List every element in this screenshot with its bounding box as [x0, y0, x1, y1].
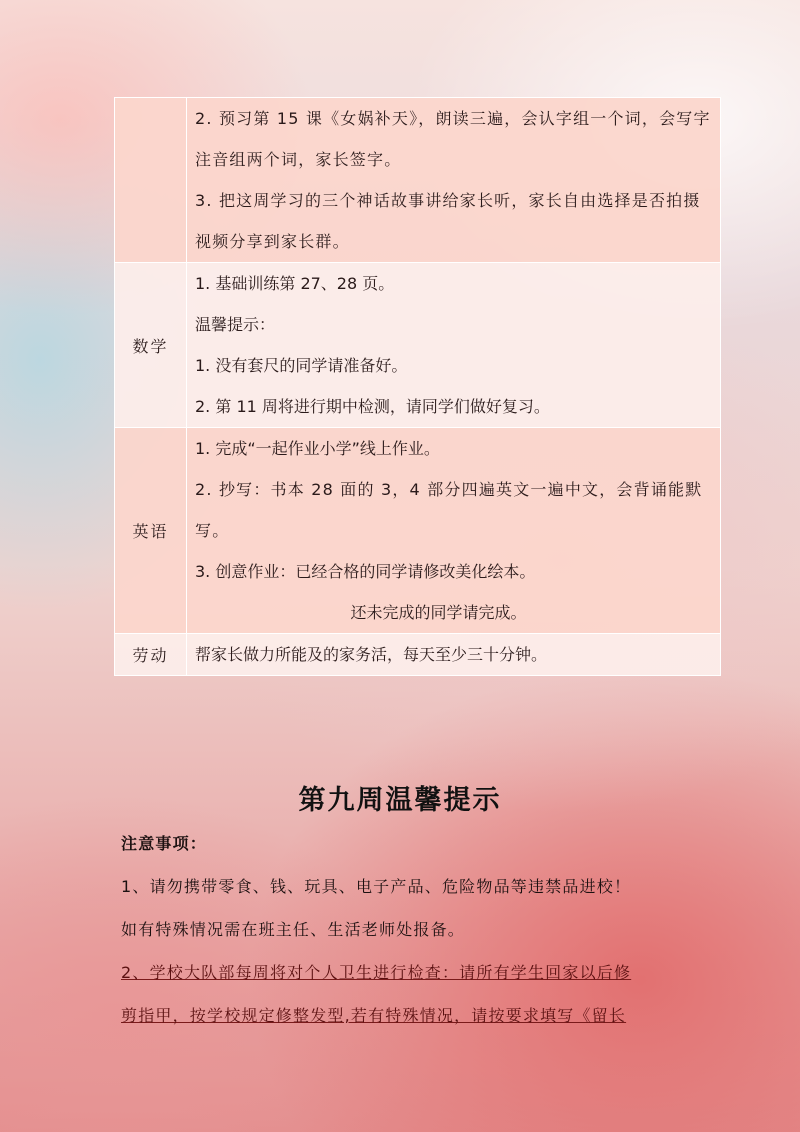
content-cell [187, 634, 721, 676]
content-cell [187, 98, 721, 263]
table-row-math [115, 263, 721, 428]
notice-item: 2、学校大队部每周将对个人卫生进行检查：请所有学生回家以后修 [121, 963, 632, 982]
content-cell [187, 263, 721, 428]
subject-cell: 英语 [115, 428, 187, 634]
tips-label: 温馨提示： [195, 315, 276, 334]
homework-item: 帮家长做力所能及的家务活，每天至少三十分钟。 [195, 645, 548, 664]
notice-section [121, 822, 701, 1037]
notice-item: 剪指甲，按学校规定修整发型,若有特殊情况，请按要求填写《留长 [121, 1006, 627, 1025]
table-row-chinese-continued [115, 98, 721, 263]
subject-cell: 数学 [115, 263, 187, 428]
homework-item: 2. 预习第 15 课《女娲补天》，朗读三遍，会认字组一个词，会写字注音组两个词，家长签字。 [195, 109, 711, 169]
notice-title: 第九周温馨提示 [298, 785, 502, 816]
notice-heading: 注意事项： [121, 834, 208, 853]
notice-item: 1、请勿携带零食、钱、玩具、电子产品、危险物品等违禁品进校！ [121, 877, 632, 896]
homework-item: 3. 把这周学习的三个神话故事讲给家长听，家长自由选择是否拍摄视频分享到家长群。 [195, 191, 701, 251]
subject-cell [115, 98, 187, 263]
homework-item: 还未完成的同学请完成。 [350, 603, 527, 622]
content-cell [187, 428, 721, 634]
homework-item: 2. 抄写：书本 28 面的 3，4 部分四遍英文一遍中文，会背诵能默写。 [195, 480, 703, 540]
subject-cell: 劳动 [115, 634, 187, 676]
table-row-labor [115, 634, 721, 676]
homework-item: 1. 基础训练第 27、28 页。 [195, 274, 395, 293]
homework-item: 1. 没有套尺的同学请准备好。 [195, 356, 408, 375]
notice-item: 如有特殊情况需在班主任、生活老师处报备。 [121, 920, 466, 939]
table-row-english [115, 428, 721, 634]
homework-item: 1. 完成“一起作业小学”线上作业。 [195, 439, 440, 458]
homework-item: 3. 创意作业：已经合格的同学请修改美化绘本。 [195, 562, 536, 581]
homework-item: 2. 第 11 周将进行期中检测，请同学们做好复习。 [195, 397, 550, 416]
homework-table [114, 97, 721, 676]
